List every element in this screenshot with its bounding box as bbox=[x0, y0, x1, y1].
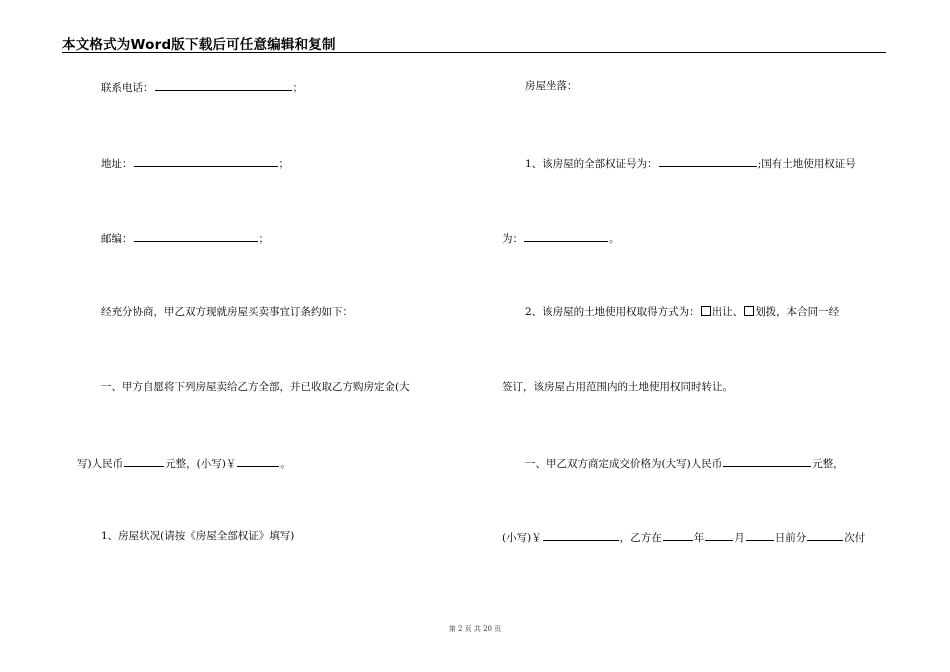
year-blank[interactable] bbox=[663, 529, 693, 541]
month-label: 月 bbox=[734, 532, 745, 544]
price-uppercase-label: 一、甲乙双方商定成交价格为(大写)人民币 bbox=[525, 458, 723, 470]
deposit-rmb-label: 写)人民币 bbox=[77, 458, 124, 470]
clause-one-line2 bbox=[77, 455, 291, 471]
phone-blank[interactable] bbox=[155, 79, 292, 91]
installments-blank[interactable] bbox=[807, 529, 843, 541]
deposit-uppercase-blank[interactable] bbox=[124, 455, 164, 467]
property-location-label: 房屋坐落： bbox=[525, 80, 578, 92]
ownership-cert-blank[interactable] bbox=[659, 155, 757, 167]
clause-one-line1: 一、甲方自愿将下列房屋卖给乙方全部，并已收取乙方购房定金(大 bbox=[101, 381, 410, 393]
ownership-cert-line bbox=[525, 155, 856, 171]
allocation-option-label: 划拨，本合同一经 bbox=[755, 306, 840, 318]
agreement-intro: 经充分协商，甲乙双方现就房屋买卖事宜订条约如下： bbox=[101, 306, 353, 318]
land-acquisition-label: 2、该房屋的土地使用权取得方式为： bbox=[525, 306, 700, 318]
deposit-lowercase-blank[interactable] bbox=[237, 455, 279, 467]
transfer-checkbox[interactable] bbox=[701, 306, 711, 316]
postcode-label: 邮编： bbox=[101, 233, 133, 245]
deposit-lowercase-label: 元整，(小写)￥ bbox=[165, 458, 237, 470]
year-label: 年 bbox=[693, 532, 705, 544]
address-blank[interactable] bbox=[134, 155, 278, 167]
phone-end: ； bbox=[292, 82, 303, 94]
postcode-end: ； bbox=[258, 233, 269, 245]
land-cert-label: ;国有土地使用权证号 bbox=[757, 158, 856, 170]
land-cert-prefix: 为： bbox=[502, 233, 523, 245]
month-blank[interactable] bbox=[705, 529, 733, 541]
postcode-line bbox=[101, 230, 269, 246]
header-divider bbox=[62, 52, 886, 53]
price-line1 bbox=[525, 455, 844, 471]
land-cert-line bbox=[502, 230, 620, 246]
land-transfer-sentence: 签订，该房屋占用范围内的土地使用权同时转让。 bbox=[502, 381, 733, 393]
day-label: 日前分 bbox=[774, 532, 807, 544]
transfer-option-label: 出让、 bbox=[711, 306, 744, 318]
allocation-checkbox[interactable] bbox=[744, 306, 754, 316]
document-header-title: 本文格式为Word版下载后可任意编辑和复制 bbox=[62, 37, 336, 53]
deposit-end: 。 bbox=[280, 458, 291, 470]
land-acquisition-line bbox=[525, 305, 839, 319]
address-end: ； bbox=[278, 158, 289, 170]
page-number: 第 2 页 共 20 页 bbox=[448, 625, 502, 633]
price-uppercase-blank[interactable] bbox=[723, 455, 811, 467]
buyer-pay-label: ，乙方在 bbox=[619, 532, 662, 544]
price-uppercase-end: 元整， bbox=[812, 458, 844, 470]
land-cert-end: 。 bbox=[609, 233, 620, 245]
postcode-blank[interactable] bbox=[134, 230, 258, 242]
price-lowercase-blank[interactable] bbox=[543, 529, 619, 541]
ownership-cert-label: 1、该房屋的全部权证号为： bbox=[525, 158, 658, 170]
property-status-heading: 1、房屋状况(请按《房屋全部权证》填写) bbox=[101, 530, 295, 542]
day-blank[interactable] bbox=[746, 529, 774, 541]
land-cert-blank[interactable] bbox=[524, 230, 608, 242]
address-label: 地址： bbox=[101, 158, 133, 170]
installments-label: 次付 bbox=[844, 532, 866, 544]
phone-label: 联系电话： bbox=[101, 82, 154, 94]
price-lowercase-label: (小写)￥ bbox=[502, 532, 542, 544]
address-line bbox=[101, 155, 289, 171]
phone-line bbox=[101, 79, 303, 95]
price-line2 bbox=[502, 529, 865, 545]
